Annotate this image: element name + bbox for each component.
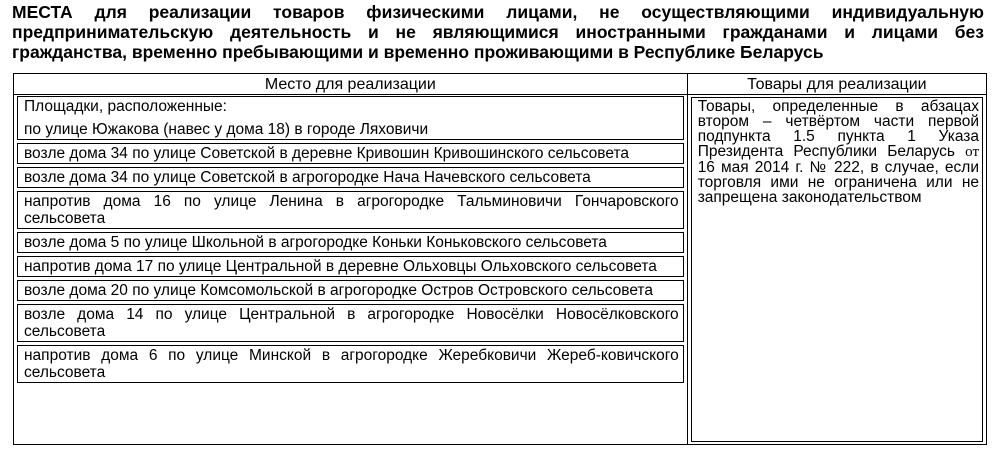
- intro-line-1: Площадки, расположенные:: [24, 98, 227, 115]
- header-place: Место для реализации: [14, 74, 688, 95]
- goods-text-1: Товары, определенные в абзацах втором – четвёртом части первой подпункта 1.5 пункта 1 Указа Президента Республики Беларусь: [697, 98, 979, 160]
- place-item: напротив дома 16 по улице Ленина в агрогородке Тальминовичи Гончаровского сельсовета: [17, 191, 684, 229]
- intro-box: [17, 96, 684, 140]
- table-header-row: [14, 74, 987, 95]
- intro-line-2: по улице Южакова (навес у дома 18) в городе Ляховичи: [24, 121, 429, 138]
- places-table: [13, 73, 987, 445]
- goods-text-ot: от: [965, 144, 979, 160]
- table-row: [14, 95, 987, 445]
- places-cell: [14, 95, 688, 445]
- place-item: напротив дома 6 по улице Минской в агрогородке Жеребковичи Жереб-ковичского сельсовета: [17, 345, 684, 383]
- page-title: [12, 2, 984, 62]
- place-item: возле дома 34 по улице Советской в деревне Кривошин Кривошинского сельсовета: [17, 143, 684, 164]
- goods-cell: [687, 95, 986, 445]
- title-lead: МЕСТА: [12, 2, 73, 22]
- place-item: возле дома 14 по улице Центральной в агрогородке Новосёлки Новосёлковского сельсовета: [17, 304, 684, 342]
- place-item: возле дома 20 по улице Комсомольской в агрогородке Остров Островского сельсовета: [17, 280, 684, 301]
- place-item: напротив дома 17 по улице Центральной в деревне Ольховцы Ольховского сельсовета: [17, 256, 684, 277]
- goods-box: [691, 97, 983, 442]
- title-rest: для реализации товаров физическими лицами, не осуществляющими индивидуальную предпринимательскую деятельность и не являющимися иностранными гражданами и лицами без гражданства, временно пребывающими и временно проживающими в Республике Беларусь: [12, 2, 984, 62]
- goods-text-2: 16 мая 2014 г. № 222, в случае, если торговля ими не ограничена или не запрещена законодательством: [697, 159, 979, 206]
- header-goods: Товары для реализации: [687, 74, 986, 95]
- place-item: возле дома 34 по улице Советской в агрогородке Нача Начевского сельсовета: [17, 167, 684, 188]
- place-item: возле дома 5 по улице Школьной в агрогородке Коньки Коньковского сельсовета: [17, 232, 684, 253]
